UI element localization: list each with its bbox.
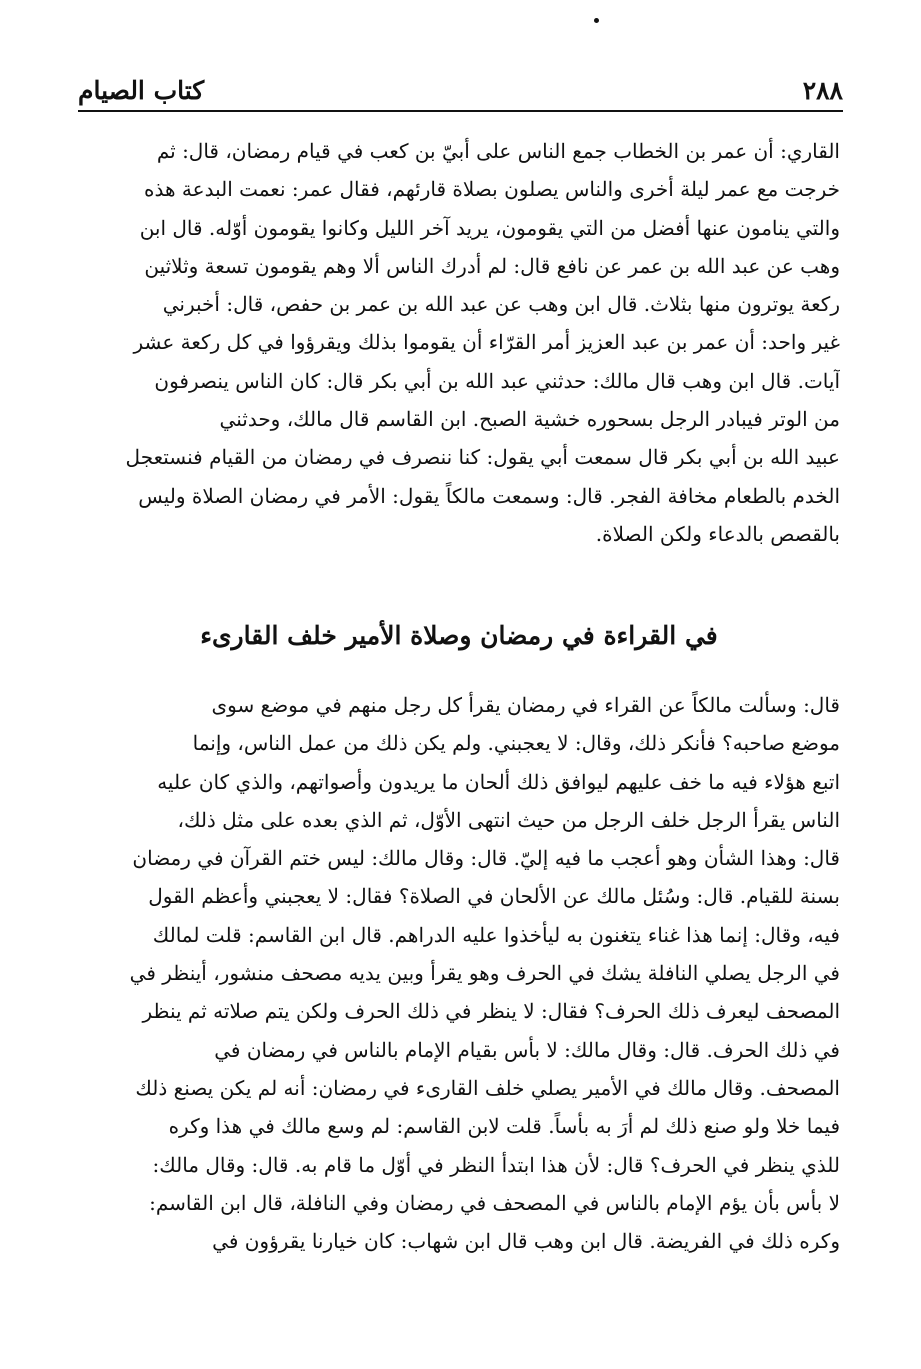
paragraph-block-2	[78, 686, 840, 1260]
header-rule	[78, 110, 843, 112]
text-line: عبيد الله بن أبي بكر قال سمعت أبي يقول: كنا ننصرف في رمضان من القيام فنستعجل	[125, 445, 840, 470]
text-line: آيات. قال ابن وهب قال مالك: حدثني عبد الله بن أبي بكر قال: كان الناس ينصرفون	[154, 368, 840, 393]
text-line: فيما خلا ولو صنع ذلك لم أرَ به بأساً. قلت لابن القاسم: لم وسع مالك في هذا وكره	[168, 1114, 840, 1139]
text-line: فيه، وقال: إنما هذا غناء يتغنون به ليأخذوا عليه الدراهم. قال ابن القاسم: قلت لمالك	[152, 922, 840, 947]
text-line: بالقصص بالدعاء ولكن الصلاة.	[595, 521, 840, 546]
text-line: في ذلك الحرف. قال: وقال مالك: لا بأس بقيام الإمام بالناس في رمضان في	[214, 1037, 840, 1062]
text-line: موضع صاحبه؟ فأنكر ذلك، وقال: لا يعجبني. ولم يكن ذلك من عمل الناس، وإنما	[192, 731, 840, 756]
text-line: بسنة للقيام. قال: وسُئل مالك عن الألحان في الصلاة؟ فقال: لا يعجبني وأعظم القول	[148, 884, 840, 909]
paragraph-block-1	[78, 132, 840, 553]
text-line: من الوتر فيبادر الرجل بسحوره خشية الصبح. ابن القاسم قال مالك، وحدثني	[219, 407, 840, 432]
text-line: غير واحد: أن عمر بن عبد العزيز أمر القرّاء أن يقوموا بذلك ويقرؤوا في كل ركعة عشر	[133, 330, 840, 355]
text-line: وكره ذلك في الفريضة. قال ابن وهب قال ابن شهاب: كان خيارنا يقرؤون في	[212, 1229, 840, 1254]
text-line: اتبع هؤلاء فيه ما خف عليهم ليوافق ذلك ألحان ما يريدون وأصواتهم، والذي كان عليه	[157, 769, 840, 794]
text-line: المصحف. وقال مالك في الأمير يصلي خلف القارىء في رمضان: أنه لم يكن يصنع ذلك	[135, 1075, 840, 1100]
page-number: ٢٨٨	[802, 76, 843, 105]
text-line: في الرجل يصلي النافلة يشك في الحرف وهو يقرأ وبين يديه مصحف منشور، أينظر في	[129, 961, 840, 986]
text-line: قال: وهذا الشأن وهو أعجب ما فيه إليّ. قال: وقال مالك: ليس ختم القرآن في رمضان	[132, 846, 840, 871]
text-line: الخدم بالطعام مخافة الفجر. قال: وسمعت مالكاً يقول: الأمر في رمضان الصلاة وليس	[138, 483, 840, 508]
ink-dot	[594, 18, 599, 23]
text-line: للذي ينظر في الحرف؟ قال: لأن هذا ابتدأ النظر في أوّل ما قام به. قال: وقال مالك:	[152, 1152, 840, 1177]
page-header	[78, 70, 843, 106]
section-heading: في القراءة في رمضان وصلاة الأمير خلف القارىء	[200, 621, 718, 650]
text-line: لا بأس بأن يؤم الإمام بالناس في المصحف في رمضان وفي النافلة، قال ابن القاسم:	[149, 1190, 840, 1215]
text-line: خرجت مع عمر ليلة أخرى والناس يصلون بصلاة قارئهم، فقال عمر: نعمت البدعة هذه	[144, 177, 840, 202]
text-line: والتي ينامون عنها أفضل من التي يقومون، يريد آخر الليل وكانوا يقومون أوّله. قال ابن	[139, 215, 840, 240]
text-line: وهب عن عبد الله بن عمر عن نافع قال: لم أدرك الناس ألا وهم يقومون تسعة وثلاثين	[144, 253, 840, 278]
text-line: القاري: أن عمر بن الخطاب جمع الناس على أبيّ بن كعب في قيام رمضان، قال: ثم	[156, 139, 840, 163]
running-title: كتاب الصيام	[78, 76, 205, 105]
text-line: قال: وسألت مالكاً عن القراء في رمضان يقرأ كل رجل منهم في موضع سوى	[211, 693, 840, 717]
text-line: الناس يقرأ الرجل خلف الرجل من حيث انتهى الأوّل، ثم الذي بعده على مثل ذلك،	[177, 807, 840, 832]
text-line: المصحف ليعرف ذلك الحرف؟ فقال: لا ينظر في ذلك الحرف ولكن يتم صلاته ثم ينظر	[142, 999, 840, 1024]
text-line: ركعة يوترون منها بثلاث. قال ابن وهب عن عبد الله بن عمر بن حفص، قال: أخبرني	[162, 292, 840, 317]
